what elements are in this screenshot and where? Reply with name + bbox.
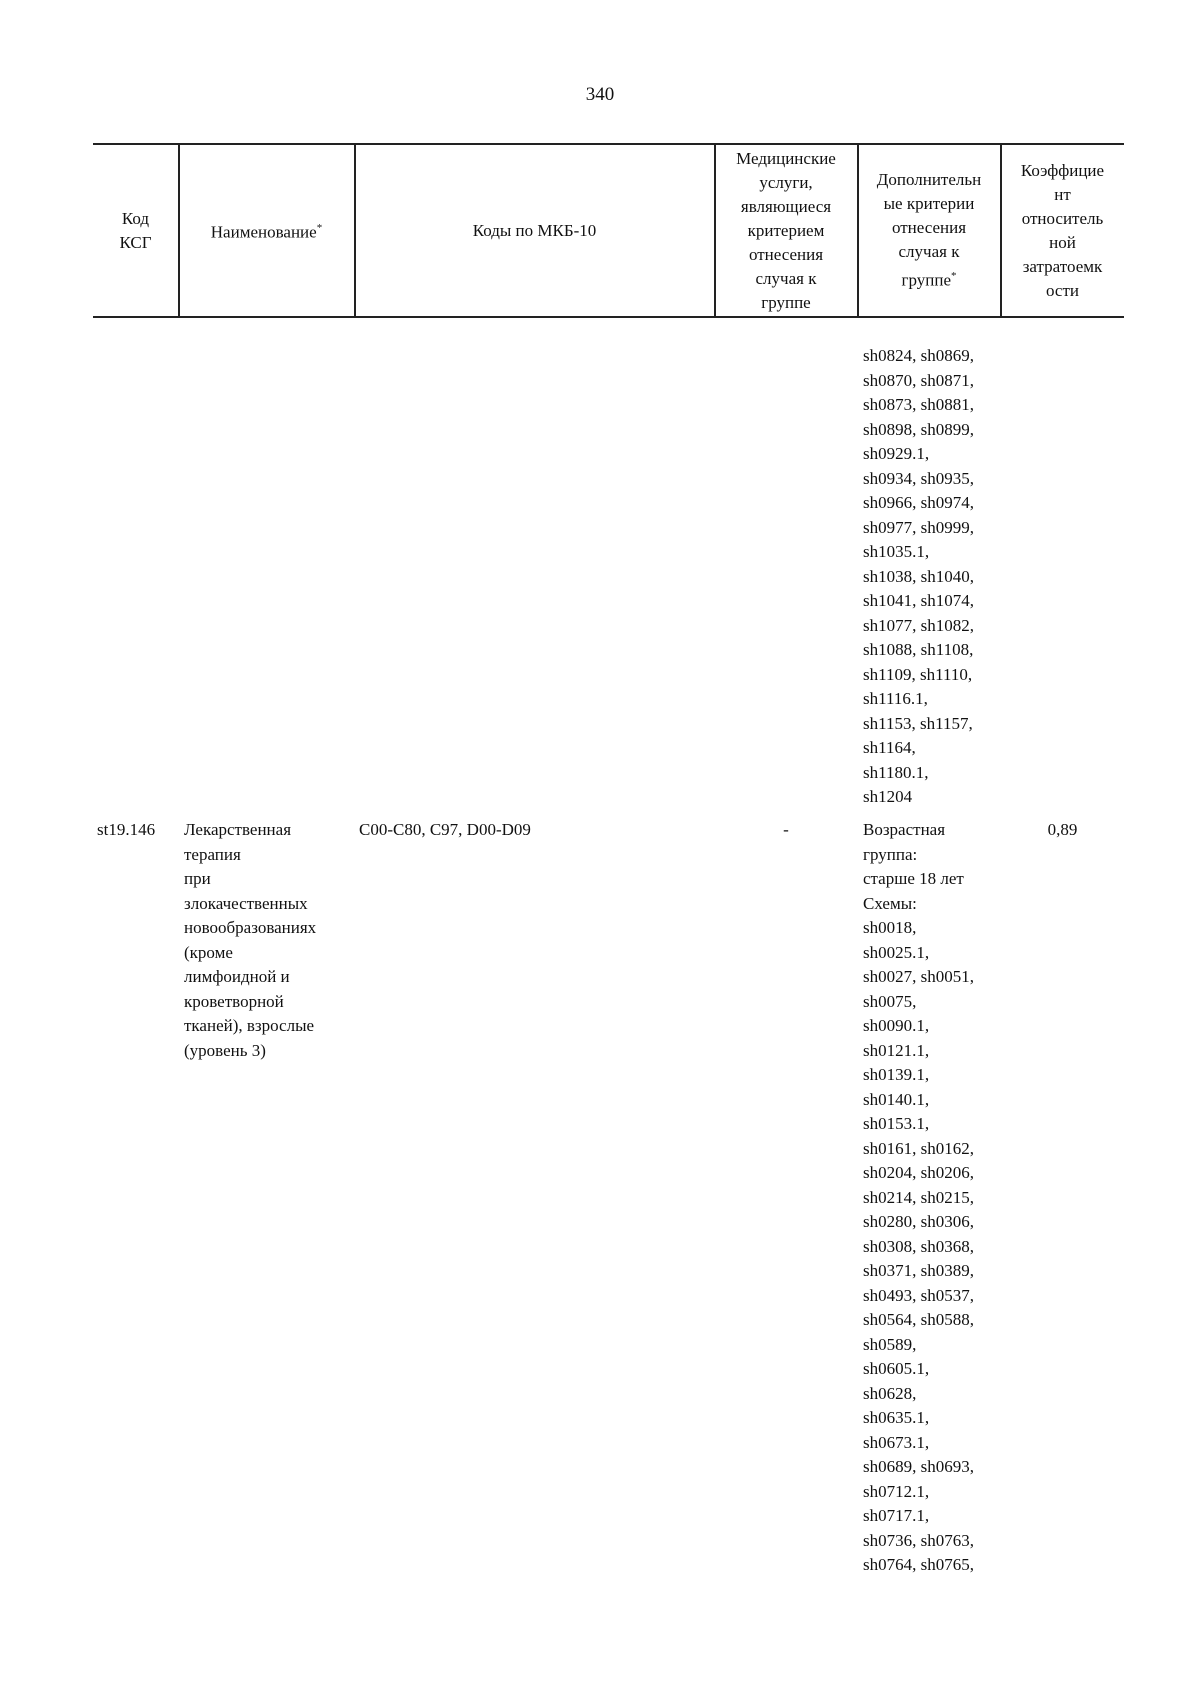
criteria-line: sh0898, sh0899, [863,419,974,439]
criteria-line: sh0934, sh0935, [863,468,974,488]
criteria-line: sh1109, sh1110, [863,664,973,684]
criteria-line: sh0977, sh0999, [863,517,974,537]
criteria-line: sh0075, [863,991,917,1011]
criteria-line: sh0214, sh0215, [863,1187,974,1207]
row-medical-services: - [783,820,789,839]
name-line: злокачественных [184,893,308,913]
name-line: Лекарственная [184,820,292,839]
criteria-line: sh0689, sh0693, [863,1457,974,1476]
criteria-line: sh0589, [863,1334,917,1354]
criteria-line: sh0764, sh0765, [863,1555,974,1574]
criteria-line: sh0605.1, [863,1359,930,1378]
page-number: 340 [585,84,615,105]
criteria-line: sh0824, sh0869, [863,346,974,365]
criteria-line: sh0139.1, [863,1065,930,1084]
criteria-line: sh0628, [863,1383,917,1403]
criteria-line: sh0121.1, [863,1040,930,1060]
criteria-line: sh1204 [863,787,913,806]
row-coefficient: 0,89 [1047,820,1078,839]
name-line: терапия [184,844,241,864]
table-header-bottom-rule [93,316,1124,318]
row-name [184,818,316,1063]
criteria-line: sh0308, sh0368, [863,1236,974,1256]
criteria-line: sh0140.1, [863,1089,930,1109]
header-coefficient: Коэффицие нт относитель ной затратоемк ости [1020,160,1105,300]
criteria-line: sh1164, [863,738,916,757]
criteria-line: sh0280, sh0306, [863,1212,974,1231]
criteria-line: sh0873, sh0881, [863,395,974,414]
criteria-line: sh0564, sh0588, [863,1310,974,1329]
criteria-line: группа: [863,844,918,864]
name-line: (кроме [184,942,233,962]
criteria-line: sh1038, sh1040, [863,566,974,586]
name-line: тканей), взрослые [184,1016,315,1035]
criteria-line: sh0371, sh0389, [863,1261,974,1280]
criteria-line: sh0673.1, [863,1432,930,1452]
header-icd-codes: Коды по МКБ-10 [472,220,597,240]
header-name: Наименование* [210,222,323,242]
criteria-line: старше 18 лет [863,869,964,888]
criteria-line: sh0161, sh0162, [863,1138,974,1158]
name-line: при [184,869,211,888]
criteria-line: sh1035.1, [863,542,930,561]
criteria-line: sh0204, sh0206, [863,1163,974,1182]
header-additional-criteria: Дополнительн ые критерии отнесения случая к группе* [876,170,982,290]
criteria-line: sh1088, sh1108, [863,640,974,659]
criteria-line: sh1180.1, [863,762,929,782]
criteria-line: sh0153.1, [863,1114,930,1133]
header-code: Код КСГ [119,208,152,252]
criteria-line: Возрастная [863,820,946,839]
criteria-line: sh0027, sh0051, [863,967,974,986]
row-code: st19.146 [97,820,156,839]
criteria-line: sh0717.1, [863,1506,930,1525]
name-line: лимфоидной и [184,967,290,986]
criteria-line: sh0736, sh0763, [863,1530,974,1550]
criteria-line: sh0635.1, [863,1408,930,1427]
name-line: новообразованиях [184,918,317,937]
criteria-line: sh0870, sh0871, [863,370,974,390]
criteria-line: sh0090.1, [863,1016,930,1035]
criteria-line: sh1153, sh1157, [863,713,973,733]
header-medical-services: Медицинские услуги, являющиеся критерием отнесения случая к группе [736,149,836,312]
name-line: (уровень 3) [184,1040,266,1060]
criteria-line: sh0712.1, [863,1481,930,1501]
continuation-criteria-list [863,344,974,810]
criteria-line: sh0493, sh0537, [863,1285,974,1305]
row-icd-codes: C00-C80, C97, D00-D09 [359,820,531,839]
criteria-line: Схемы: [863,893,917,913]
row-additional-criteria [863,818,974,1578]
criteria-line: sh1077, sh1082, [863,615,974,635]
criteria-line: sh0966, sh0974, [863,493,974,512]
criteria-line: sh1116.1, [863,689,928,708]
name-line: кроветворной [184,991,284,1011]
criteria-line: sh0929.1, [863,444,930,463]
criteria-line: sh1041, sh1074, [863,591,974,610]
criteria-line: sh0025.1, [863,942,930,962]
criteria-line: sh0018, [863,918,917,937]
